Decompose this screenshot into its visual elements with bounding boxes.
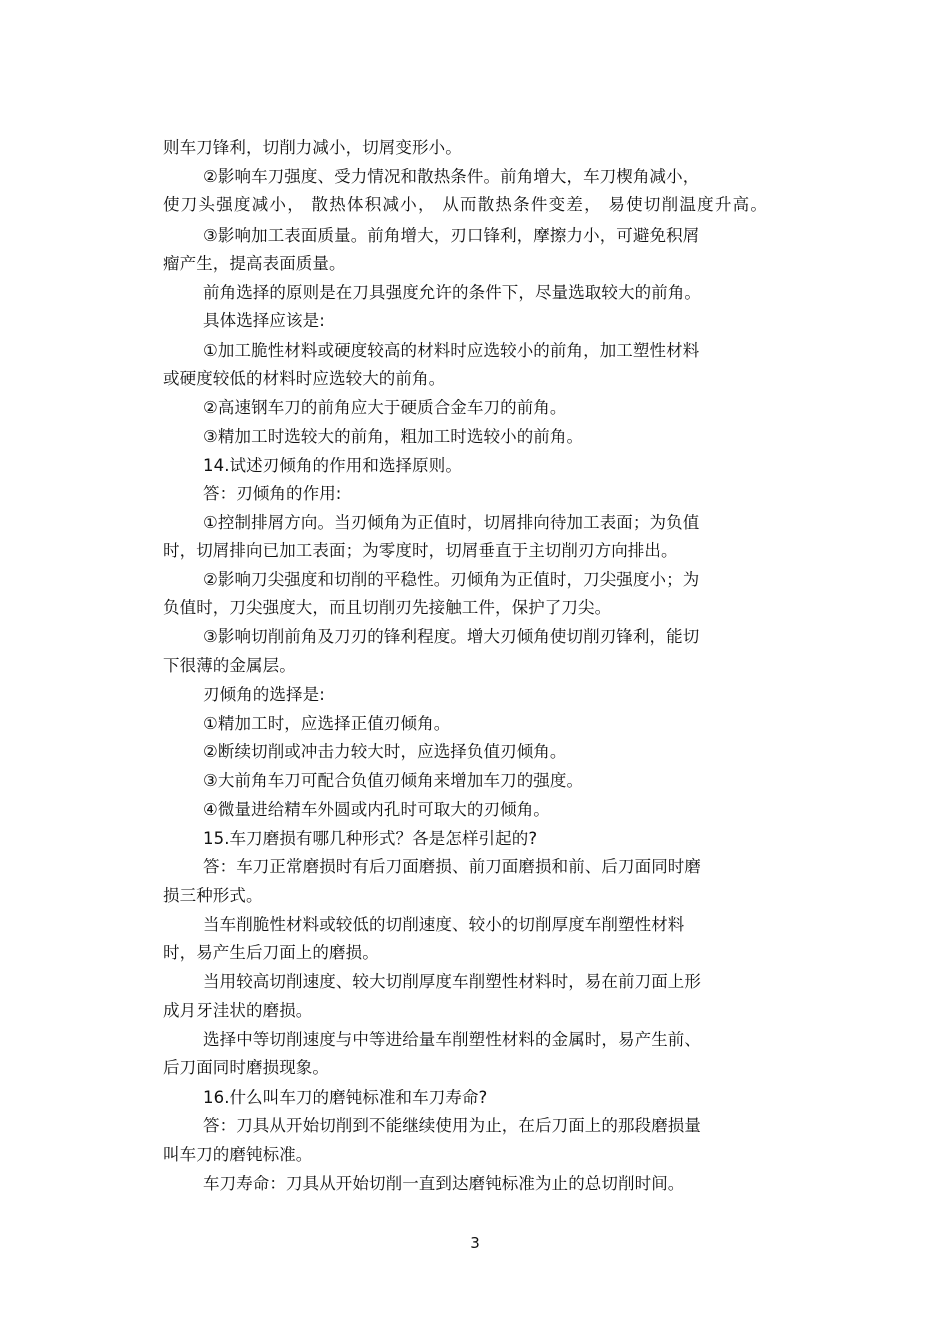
text-line: ③大前角车刀可配合负值刃倾角来增加车刀的强度。	[203, 771, 584, 790]
text-line: 答：刀具从开始切削到不能继续使用为止，在后刀面上的那段磨损量	[203, 1116, 701, 1135]
text-line: 当车削脆性材料或较低的切削速度、较小的切削厚度车削塑性材料	[203, 915, 685, 934]
text-line: ②影响车刀强度、受力情况和散热条件。前角增大，车刀楔角减小，	[203, 167, 700, 186]
text-line: ②断续切削或冲击力较大时，应选择负值刃倾角。	[203, 742, 567, 761]
text-line: 瘤产生，提高表面质量。	[163, 254, 346, 273]
text-line: ①精加工时，应选择正值刃倾角。	[203, 714, 451, 733]
text-line: ④微量进给精车外圆或内孔时可取大的刃倾角。	[203, 800, 550, 819]
text-line: 车刀寿命：刀具从开始切削一直到达磨钝标准为止的总切削时间。	[203, 1174, 685, 1193]
text-line: 叫车刀的磨钝标准。	[163, 1145, 313, 1164]
section-heading: 14.试述刃倾角的作用和选择原则。	[203, 456, 462, 475]
text-line: ①控制排屑方向。当刃倾角为正值时，切屑排向待加工表面；为负值	[203, 513, 700, 532]
page-number: 3	[470, 1234, 480, 1252]
text-line: ①加工脆性材料或硬度较高的材料时应选较小的前角，加工塑性材料	[203, 341, 700, 360]
text-line: 成月牙洼状的磨损。	[163, 1001, 313, 1020]
text-line: ③影响加工表面质量。前角增大，刃口锋利，摩擦力小，可避免积屑	[203, 226, 700, 245]
text-line: ②影响刀尖强度和切削的平稳性。刃倾角为正值时，刀尖强度小；为	[203, 570, 700, 589]
text-line: 或硬度较低的材料时应选较大的前角。	[163, 369, 446, 388]
text-line: ③精加工时选较大的前角，粗加工时选较小的前角。	[203, 427, 584, 446]
text-line: 后刀面同时磨损现象。	[163, 1058, 329, 1077]
text-line: 答：刃倾角的作用:	[203, 484, 342, 503]
text-line: 选择中等切削速度与中等进给量车削塑性材料的金属时，易产生前、	[203, 1030, 701, 1049]
text-line: 使刀头强度减小， 散热体积减小， 从而散热条件变差， 易使切削温度升高。	[163, 195, 767, 214]
text-line: 刃倾角的选择是:	[203, 685, 325, 704]
text-line: 负值时，刀尖强度大，而且切削刃先接触工件，保护了刀尖。	[163, 598, 612, 617]
section-heading: 15.车刀磨损有哪几种形式？各是怎样引起的?	[203, 829, 538, 848]
text-line: 答：车刀正常磨损时有后刀面磨损、前刀面磨损和前、后刀面同时磨	[203, 857, 701, 876]
text-line: 损三种形式。	[163, 886, 263, 905]
text-line: 时，易产生后刀面上的磨损。	[163, 943, 379, 962]
text-line: 则车刀锋利，切削力减小，切屑变形小。	[163, 138, 462, 157]
text-line: 具体选择应该是:	[203, 311, 325, 330]
text-line: 下很薄的金属层。	[163, 656, 296, 675]
text-line: ③影响切削前角及刀刃的锋利程度。增大刃倾角使切削刃锋利，能切	[203, 627, 700, 646]
text-line: 时，切屑排向已加工表面；为零度时，切屑垂直于主切削刃方向排出。	[163, 541, 678, 560]
text-line: 当用较高切削速度、较大切削厚度车削塑性材料时，易在前刀面上形	[203, 972, 701, 991]
section-heading: 16.什么叫车刀的磨钝标准和车刀寿命?	[203, 1088, 488, 1107]
text-line: 前角选择的原则是在刀具强度允许的条件下，尽量选取较大的前角。	[203, 283, 701, 302]
text-line: ②高速钢车刀的前角应大于硬质合金车刀的前角。	[203, 398, 567, 417]
